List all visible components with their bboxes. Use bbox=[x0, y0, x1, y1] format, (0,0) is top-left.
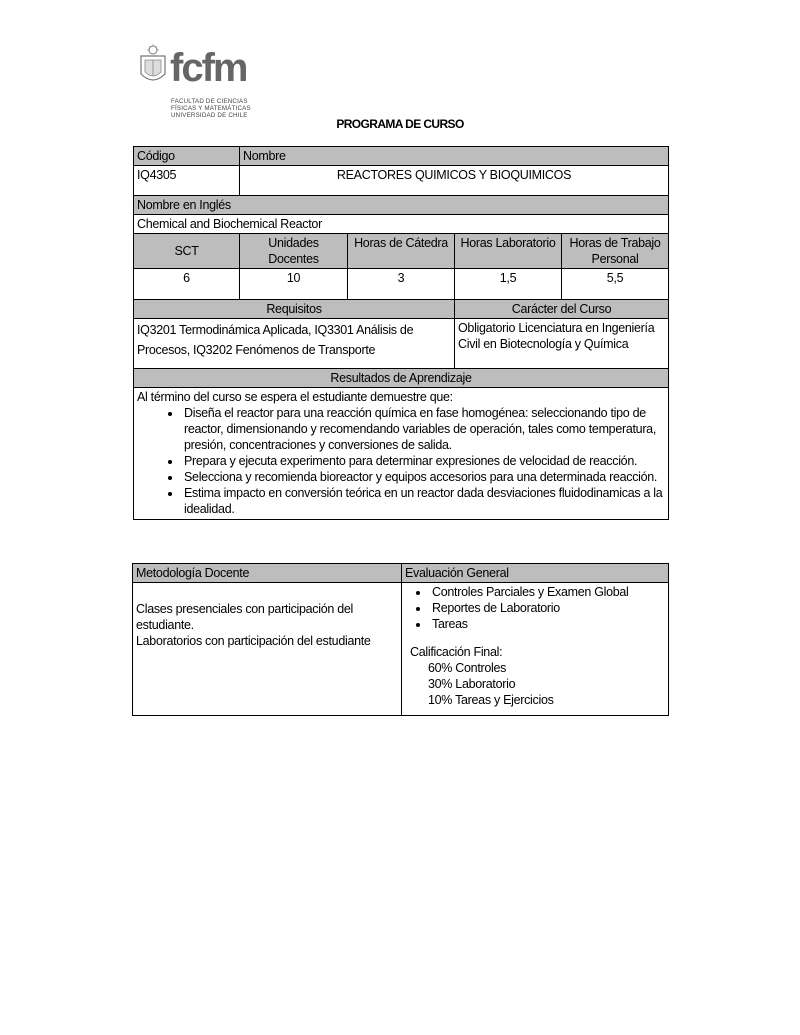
metodologia-label: Metodología Docente bbox=[133, 564, 402, 583]
nombre-label: Nombre bbox=[240, 147, 669, 166]
university-seal-icon bbox=[137, 44, 169, 88]
caracter-value: Obligatorio Licenciatura en Ingeniería Civil en Biotecnología y Química bbox=[455, 319, 669, 369]
hours-header: Horas de Trabajo Personal bbox=[562, 234, 669, 269]
requisitos-value: IQ3201 Termodinámica Aplicada, IQ3301 Análisis de Procesos, IQ3202 Fenómenos de Transporte bbox=[134, 319, 455, 369]
resultados-list bbox=[137, 405, 665, 517]
hours-header: Horas de Cátedra bbox=[348, 234, 455, 269]
evaluation-table bbox=[132, 563, 669, 716]
metodologia-2: Laboratorios con participación del estudiante bbox=[136, 634, 371, 648]
requisitos-label: Requisitos bbox=[134, 300, 455, 319]
page-title: PROGRAMA DE CURSO bbox=[336, 117, 464, 131]
list-item: • Prepara y ejecuta experimento para determinar expresiones de velocidad de reacción. bbox=[182, 453, 665, 469]
list-item: 10% Tareas y Ejercicios bbox=[428, 693, 554, 707]
hours-header: SCT bbox=[134, 234, 240, 269]
resultados-label: Resultados de Aprendizaje bbox=[134, 369, 669, 388]
list-item: • Reportes de Laboratorio bbox=[430, 600, 665, 616]
hours-header: Unidades Docentes bbox=[240, 234, 348, 269]
list-item: 30% Laboratorio bbox=[428, 677, 516, 691]
caracter-label: Carácter del Curso bbox=[455, 300, 669, 319]
hours-value: 10 bbox=[240, 269, 348, 300]
nombre-ingles-label: Nombre en Inglés bbox=[134, 196, 669, 215]
nombre-value: REACTORES QUIMICOS Y BIOQUIMICOS bbox=[240, 166, 669, 196]
calificacion-list bbox=[410, 660, 665, 708]
codigo-value: IQ4305 bbox=[134, 166, 240, 196]
hours-value: 1,5 bbox=[455, 269, 562, 300]
nombre-ingles-value: Chemical and Biochemical Reactor bbox=[134, 215, 669, 234]
hours-value: 3 bbox=[348, 269, 455, 300]
codigo-label: Código bbox=[134, 147, 240, 166]
evaluacion-content bbox=[402, 583, 669, 716]
calificacion-label: Calificación Final: bbox=[410, 645, 503, 659]
course-info-table bbox=[133, 146, 669, 520]
metodologia-content bbox=[133, 583, 402, 716]
resultados-content bbox=[134, 388, 669, 520]
list-item: 60% Controles bbox=[428, 661, 507, 675]
metodologia-1: Clases presenciales con participación del estudiante. bbox=[136, 602, 353, 632]
fcfm-logo bbox=[137, 44, 262, 120]
list-item: • Controles Parciales y Examen Global bbox=[430, 584, 665, 600]
list-item: • Diseña el reactor para una reacción química en fase homogénea: seleccionando tipo de reactor, dimensionando y recomendando variables de operación, tales como temperatura, presión, concentraciones y conversiones de salida. bbox=[182, 405, 665, 453]
evaluacion-label: Evaluación General bbox=[402, 564, 669, 583]
list-item: • Selecciona y recomienda bioreactor y equipos accesorios para una determinada reacción. bbox=[182, 469, 665, 485]
hours-header: Horas Laboratorio bbox=[455, 234, 562, 269]
hours-value: 5,5 bbox=[562, 269, 669, 300]
resultados-intro: Al término del curso se espera el estudiante demuestre que: bbox=[137, 390, 453, 404]
faculty-name: FACULTAD DE CIENCIAS FÍSICAS Y MATEMÁTICAS UNIVERSIDAD DE CHILE bbox=[171, 98, 251, 119]
fcfm-brand: fcfm bbox=[170, 46, 247, 90]
hours-value: 6 bbox=[134, 269, 240, 300]
evaluacion-list bbox=[410, 584, 665, 632]
list-item: • Tareas bbox=[430, 616, 665, 632]
list-item: • Estima impacto en conversión teórica en un reactor dada desviaciones fluidodinamicas a la idealidad. bbox=[182, 485, 665, 517]
